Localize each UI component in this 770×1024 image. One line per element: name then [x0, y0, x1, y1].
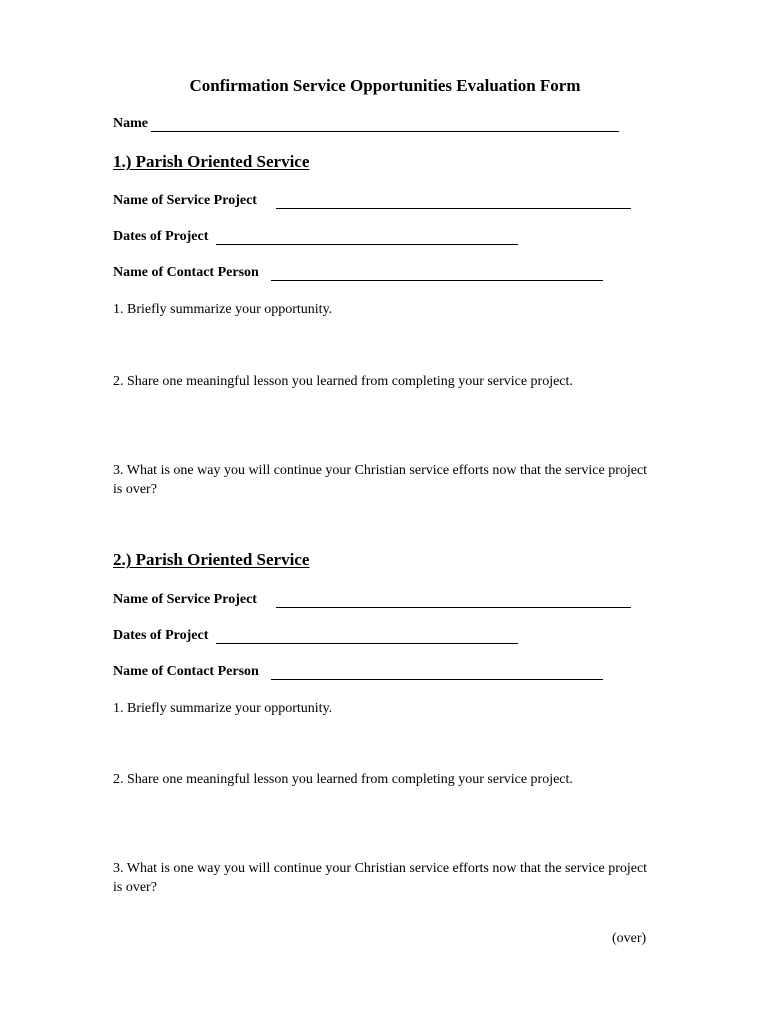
section-1-heading: 1.) Parish Oriented Service — [113, 152, 310, 171]
section-2-heading: 2.) Parish Oriented Service — [113, 550, 310, 569]
section-1-dates-line[interactable] — [216, 228, 518, 245]
section-2-project-label: Name of Service Project — [113, 592, 257, 607]
section-2-dates-label: Dates of Project — [113, 628, 209, 643]
section-1-dates-label: Dates of Project — [113, 229, 209, 244]
name-label: Name — [113, 116, 148, 131]
over-note: (over) — [612, 931, 647, 946]
section-1-question-2: 2. Share one meaningful lesson you learned from completing your service project. — [113, 374, 573, 389]
section-2-question-3: 3. What is one way you will continue your Christian service efforts now that the service project is over? — [113, 861, 648, 895]
section-2-contact-label: Name of Contact Person — [113, 664, 259, 679]
section-1-project-line[interactable] — [276, 192, 631, 209]
section-1-project-label: Name of Service Project — [113, 193, 257, 208]
section-1-question-1: 1. Briefly summarize your opportunity. — [113, 302, 333, 317]
section-1-contact-label: Name of Contact Person — [113, 265, 259, 280]
section-2-question-2: 2. Share one meaningful lesson you learned from completing your service project. — [113, 772, 573, 787]
section-2-dates-line[interactable] — [216, 627, 518, 644]
form-title: Confirmation Service Opportunities Evaluation Form — [189, 76, 581, 95]
section-2-question-1: 1. Briefly summarize your opportunity. — [113, 701, 333, 716]
name-blank-line[interactable] — [151, 115, 619, 132]
section-2-project-line[interactable] — [276, 591, 631, 608]
section-1-contact-line[interactable] — [271, 264, 603, 281]
section-1-question-3: 3. What is one way you will continue your Christian service efforts now that the service project is over? — [113, 463, 648, 497]
section-2-contact-line[interactable] — [271, 663, 603, 680]
